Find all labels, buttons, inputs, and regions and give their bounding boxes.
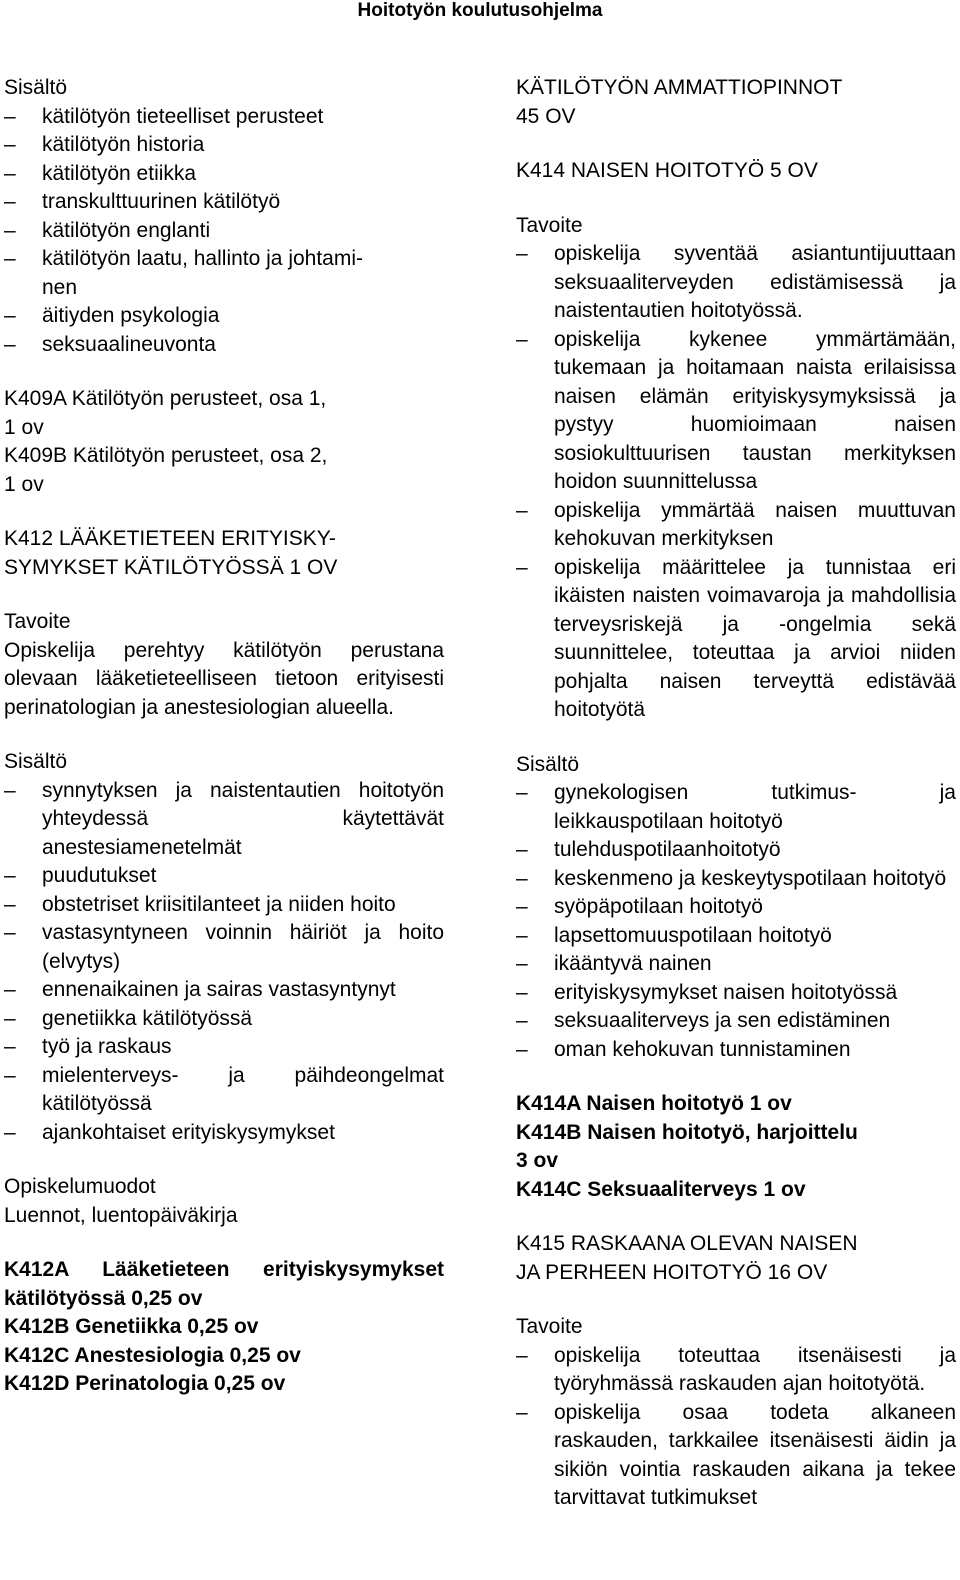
content-list-2	[4, 777, 444, 1148]
list-item: – genetiikka kätilötyössä	[4, 1005, 444, 1034]
list-item: – transkulttuurinen kätilötyö	[4, 188, 444, 217]
page-header: Hoitotyön koulutusohjelma	[357, 0, 603, 21]
tavoite-list	[516, 240, 956, 725]
list-item: – obstetriset kriisitilanteet ja niiden hoito	[4, 891, 444, 920]
opiskelumuodot-text: Luennot, luentopäiväkirja	[4, 1203, 238, 1227]
list-item: – synnytyksen ja naistentautien hoitotyön yhteydessä käytettävät anestesiamenetelmät	[4, 777, 444, 863]
list-item: – lapsettomuuspotilaan hoitotyö	[516, 922, 956, 951]
course-k409a: K409A Kätilötyön perusteet, osa 1, 1 ov	[4, 387, 327, 439]
list-item: – opiskelija osaa todeta alkaneen raskauden, tarkkailee itsenäisesti äidin ja sikiön vointia raskauden aikana ja tekee tarvittavat tutkimukset	[516, 1399, 956, 1513]
list-item: – seksuaaliterveys ja sen edistäminen	[516, 1007, 956, 1036]
tavoite-list-2	[516, 1342, 956, 1513]
course-k412-title: K412 LÄÄKETIETEEN ERITYISKY- SYMYKSET KÄTILÖTYÖSSÄ 1 OV	[4, 527, 338, 579]
course-k414c: K414C Seksuaaliterveys 1 ov	[516, 1177, 806, 1201]
course-k412d: K412D Perinatologia 0,25 ov	[4, 1372, 286, 1395]
list-item: – puudutukset	[4, 862, 444, 891]
list-item: – opiskelija syventää asiantuntijuuttaan seksuaaliterveyden edistämisessä ja naistentautien hoitotyössä.	[516, 240, 956, 326]
section-heading-opiskelumuodot: Opiskelumuodot	[4, 1175, 156, 1198]
tavoite-text: Opiskelija perehtyy kätilötyön perustana olevaan lääketieteelliseen tietoon erityisesti perinatologian ja anestesiologian alueella.	[4, 638, 444, 719]
course-k414a: K414A Naisen hoitotyö 1 ov	[516, 1092, 792, 1115]
content-list	[4, 103, 444, 360]
section-heading-tavoite-r: Tavoite	[516, 213, 583, 237]
course-k415-title: K415 RASKAANA OLEVAN NAISEN JA PERHEEN HOITOTYÖ 16 OV	[516, 1232, 858, 1284]
list-item: – gynekologisen tutkimus- ja leikkauspotilaan hoitotyö	[516, 779, 956, 836]
right-column	[516, 74, 956, 1513]
section-heading-tavoite: Tavoite	[4, 610, 71, 633]
section-heading-sisalto-r: Sisältö	[516, 752, 580, 776]
list-item: – erityiskysymykset naisen hoitotyössä	[516, 979, 956, 1008]
list-item: – ikääntyvä nainen	[516, 950, 956, 979]
list-item: – kätilötyön laatu, hallinto ja johtami- nen	[4, 245, 444, 302]
list-item: – vastasyntyneen voinnin häiriöt ja hoito (elvytys)	[4, 919, 444, 976]
course-k412c: K412C Anestesiologia 0,25 ov	[4, 1343, 301, 1367]
list-item: – työ ja raskaus	[4, 1033, 444, 1062]
list-item: – opiskelija ymmärtää naisen muuttuvan kehokuvan merkityksen	[516, 497, 956, 554]
ammattiopinnot-title: KÄTILÖTYÖN AMMATTIOPINNOT 45 OV	[516, 76, 843, 128]
sisalto-list-r	[516, 779, 956, 1064]
list-item: – tulehduspotilaanhoitotyö	[516, 836, 956, 865]
list-item: – ennenaikainen ja sairas vastasyntynyt	[4, 976, 444, 1005]
section-heading-sisalto-2: Sisältö	[4, 750, 68, 773]
list-item: – opiskelija määrittelee ja tunnistaa eri ikäisten naisten voimavaroja ja mahdollisia terveysriskejä ja -ongelmia sekä suunnittelee, toteuttaa ja arvioi niiden pohjalta naisen terveyttä edistävää hoitotyötä	[516, 554, 956, 725]
course-k409b: K409B Kätilötyön perusteet, osa 2, 1 ov	[4, 444, 328, 496]
course-k414-title: K414 NAISEN HOITOTYÖ 5 OV	[516, 159, 818, 182]
list-item: – kätilötyön historia	[4, 131, 444, 160]
list-item: – opiskelija toteuttaa itsenäisesti ja työryhmässä raskauden ajan hoitotyötä.	[516, 1342, 956, 1399]
list-item: – keskenmeno ja keskeytyspotilaan hoitotyö	[516, 865, 956, 894]
list-item: – ajankohtaiset erityiskysymykset	[4, 1119, 444, 1148]
course-k412a: K412A Lääketieteen erityiskysymykset kätilötyössä 0,25 ov	[4, 1258, 444, 1310]
list-item: – kätilötyön englanti	[4, 217, 444, 246]
list-item: – seksuaalineuvonta	[4, 331, 444, 360]
list-item: – kätilötyön tieteelliset perusteet	[4, 103, 444, 132]
course-k412b: K412B Genetiikka 0,25 ov	[4, 1315, 259, 1338]
list-item: – äitiyden psykologia	[4, 302, 444, 331]
section-heading-sisalto: Sisältö	[4, 76, 68, 99]
list-item: – mielenterveys- ja päihdeongelmat kätilötyössä	[4, 1062, 444, 1119]
left-column	[4, 74, 444, 1399]
list-item: – syöpäpotilaan hoitotyö	[516, 893, 956, 922]
list-item: – oman kehokuvan tunnistaminen	[516, 1036, 956, 1065]
course-k414b: K414B Naisen hoitotyö, harjoittelu 3 ov	[516, 1120, 858, 1172]
list-item: – opiskelija kykenee ymmärtämään, tukemaan ja hoitamaan naista erilaisissa naisen elämän erityiskysymyksissä ja pystyy huomioimaan naisen sosiokulttuurisen taustan merkityksen hoidon suunnittelussa	[516, 326, 956, 497]
list-item: – kätilötyön etiikka	[4, 160, 444, 189]
section-heading-tavoite-r2: Tavoite	[516, 1315, 583, 1338]
